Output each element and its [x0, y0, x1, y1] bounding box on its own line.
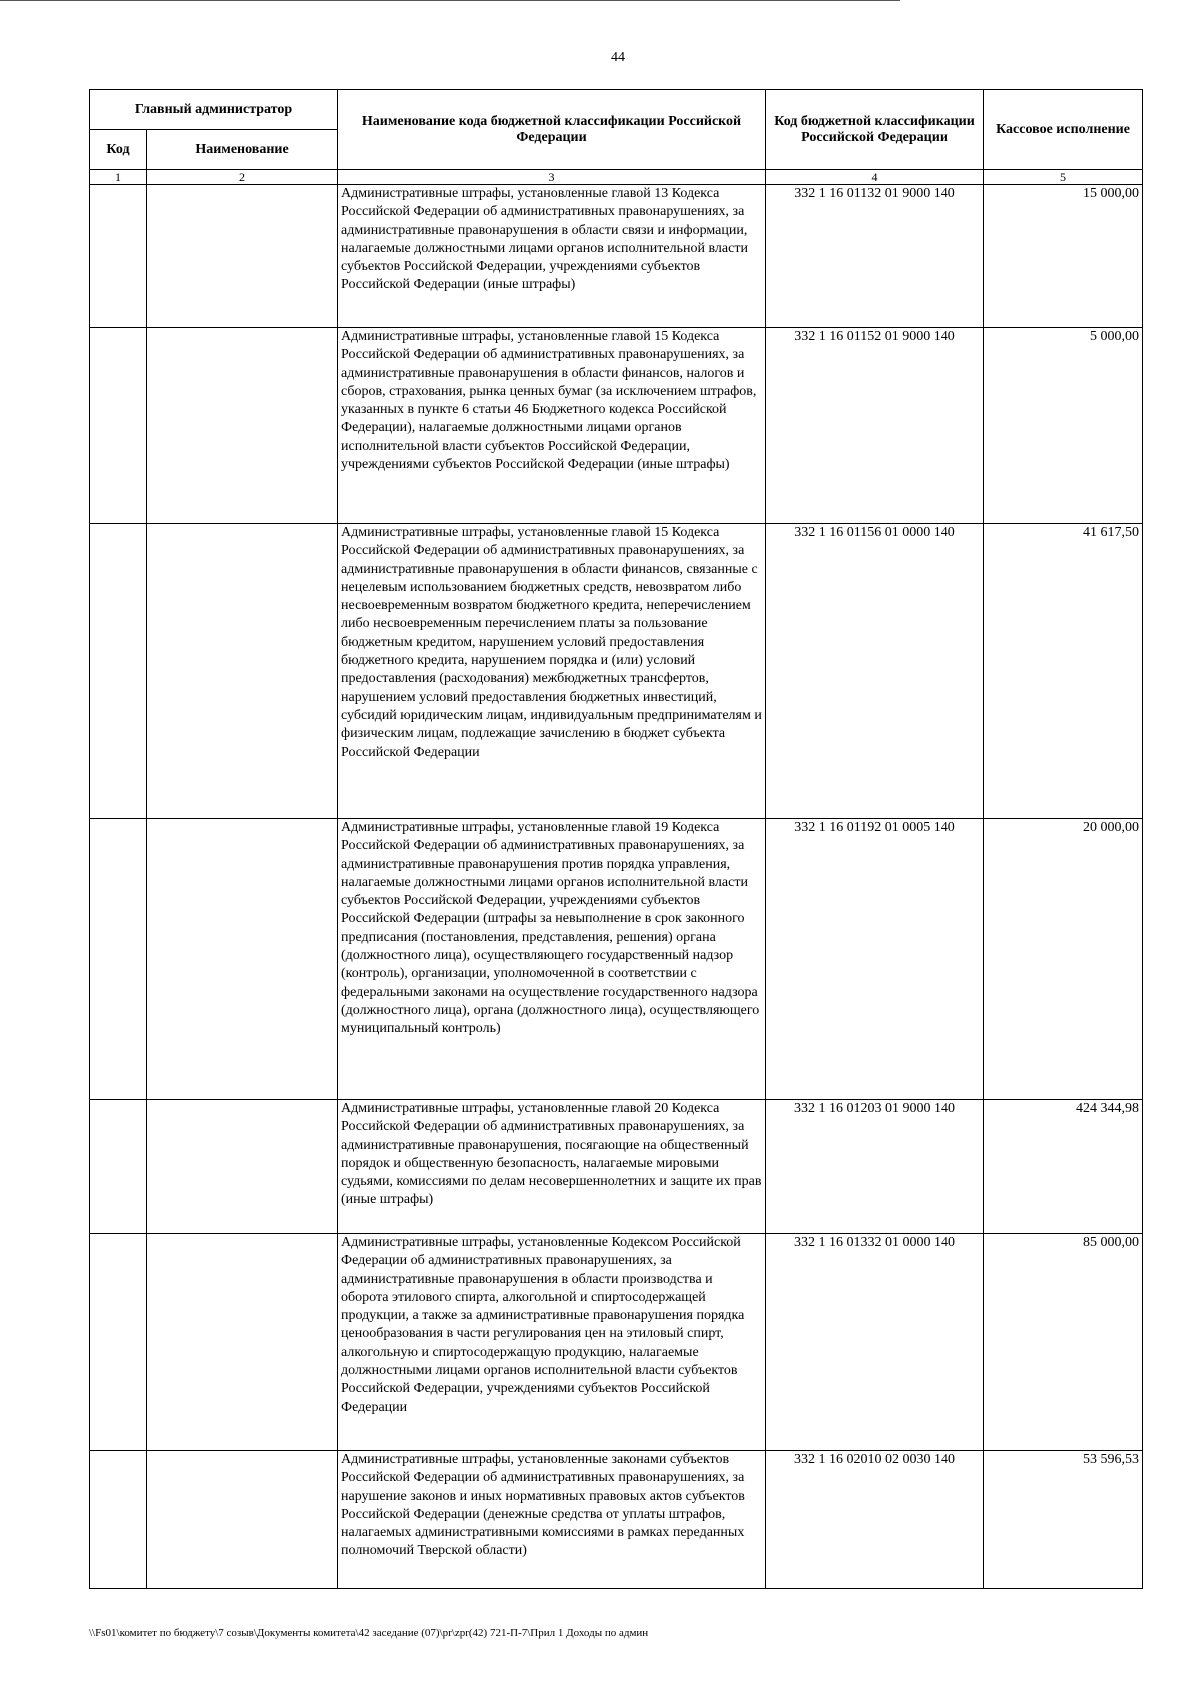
bk-name-header: Наименование кода бюджетной классификации Российской Федерации — [338, 90, 766, 170]
admin-name-header: Наименование — [147, 130, 338, 170]
column-number: 5 — [984, 170, 1143, 185]
amount-cell: 53 596,53 — [984, 1451, 1143, 1589]
column-number: 4 — [766, 170, 984, 185]
admin-name-cell — [147, 819, 338, 1100]
bk-code-header: Код бюджетной классификации Российской Федерации — [766, 90, 984, 170]
amount-cell: 424 344,98 — [984, 1100, 1143, 1234]
admin-name-cell — [147, 524, 338, 819]
column-number: 2 — [147, 170, 338, 185]
table-row — [90, 1100, 1143, 1234]
admin-code-header: Код — [90, 130, 147, 170]
admin-name-cell — [147, 328, 338, 524]
amount-cell: 20 000,00 — [984, 819, 1143, 1100]
admin-code-cell — [90, 1100, 147, 1234]
bk-code-cell: 332 1 16 02010 02 0030 140 — [766, 1451, 984, 1589]
table-row — [90, 819, 1143, 1100]
table-row — [90, 1451, 1143, 1589]
description-cell: Административные штрафы, установленные Кодексом Российской Федерации об административных правонарушениях, за административные правонарушения в области производства и оборота этилового спирта, алкогольной и спиртосодержащей продукции, а также за административные правонарушения порядка ценообразования в части регулирования цен на этиловый спирт, алкогольную и спиртосодержащую продукцию, налагаемые должностными лицами органов исполнительной власти субъектов Российской Федерации, учреждениями субъектов Российской Федерации — [338, 1234, 766, 1451]
revenue-table — [89, 89, 1143, 1589]
table-row — [90, 524, 1143, 819]
admin-code-cell — [90, 185, 147, 328]
amount-cell: 41 617,50 — [984, 524, 1143, 819]
bk-code-cell: 332 1 16 01132 01 9000 140 — [766, 185, 984, 328]
header-row — [90, 90, 1143, 130]
description-cell: Административные штрафы, установленные главой 19 Кодекса Российской Федерации об административных правонарушениях, за административные правонарушения против порядка управления, налагаемые должностными лицами органов исполнительной власти субъектов Российской Федерации, учреждениями субъектов Российской Федерации (штрафы за невыполнение в срок законного предписания (постановления, представления, решения) органа (должностного лица), осуществляющего государственный надзор (контроль), организации, уполномоченной в соответствии с федеральными законами на осуществление государственного надзора (должностного лица), органа (должностного лица), осуществляющего муниципальный контроль) — [338, 819, 766, 1100]
description-cell: Административные штрафы, установленные главой 15 Кодекса Российской Федерации об административных правонарушениях, за административные правонарушения в области финансов, налогов и сборов, страхования, рынка ценных бумаг (за исключением штрафов, указанных в пункте 6 статьи 46 Бюджетного кодекса Российской Федерации), налагаемые должностными лицами органов исполнительной власти субъектов Российской Федерации, учреждениями субъектов Российской Федерации (иные штрафы) — [338, 328, 766, 524]
admin-name-cell — [147, 1100, 338, 1234]
admin-code-cell — [90, 524, 147, 819]
column-number: 3 — [338, 170, 766, 185]
bk-code-cell: 332 1 16 01192 01 0005 140 — [766, 819, 984, 1100]
column-number: 1 — [90, 170, 147, 185]
bk-code-cell: 332 1 16 01156 01 0000 140 — [766, 524, 984, 819]
admin-name-cell — [147, 185, 338, 328]
admin-code-cell — [90, 328, 147, 524]
footer-file-path: \\Fs01\комитет по бюджету\7 созыв\Документы комитета\42 заседание (07)\pr\zpr(42) 721-П-7\Прил 1 Доходы по админ — [89, 1627, 649, 1639]
amount-cell: 15 000,00 — [984, 185, 1143, 328]
amount-cell: 5 000,00 — [984, 328, 1143, 524]
admin-group-header: Главный администратор — [90, 90, 338, 130]
table-row — [90, 185, 1143, 328]
description-cell: Административные штрафы, установленные законами субъектов Российской Федерации об административных правонарушениях, за нарушение законов и иных нормативных правовых актов субъектов Российской Федерации (денежные средства от уплаты штрафов, налагаемых административными комиссиями в рамках переданных полномочий Тверской области) — [338, 1451, 766, 1589]
scan-top-rule — [0, 0, 900, 1]
table-row — [90, 328, 1143, 524]
bk-code-cell: 332 1 16 01203 01 9000 140 — [766, 1100, 984, 1234]
admin-name-cell — [147, 1234, 338, 1451]
page-number: 44 — [611, 50, 625, 65]
admin-name-cell — [147, 1451, 338, 1589]
column-number-row — [90, 170, 1143, 185]
admin-code-cell — [90, 819, 147, 1100]
execution-header: Кассовое исполнение — [984, 90, 1143, 170]
description-cell: Административные штрафы, установленные главой 13 Кодекса Российской Федерации об административных правонарушениях, за административные правонарушения в области связи и информации, налагаемые должностными лицами органов исполнительной власти субъектов Российской Федерации, учреждениями субъектов Российской Федерации (иные штрафы) — [338, 185, 766, 328]
bk-code-cell: 332 1 16 01332 01 0000 140 — [766, 1234, 984, 1451]
amount-cell: 85 000,00 — [984, 1234, 1143, 1451]
table-row — [90, 1234, 1143, 1451]
admin-code-cell — [90, 1234, 147, 1451]
admin-code-cell — [90, 1451, 147, 1589]
bk-code-cell: 332 1 16 01152 01 9000 140 — [766, 328, 984, 524]
description-cell: Административные штрафы, установленные главой 20 Кодекса Российской Федерации об административных правонарушениях, за административные правонарушения, посягающие на общественный порядок и общественную безопасность, налагаемые мировыми судьями, комиссиями по делам несовершеннолетних и защите их прав (иные штрафы) — [338, 1100, 766, 1234]
description-cell: Административные штрафы, установленные главой 15 Кодекса Российской Федерации об административных правонарушениях, за административные правонарушения в области финансов, связанные с нецелевым использованием бюджетных средств, невозвратом либо несвоевременным возвратом бюджетного кредита, неперечислением либо несвоевременным перечислением платы за пользование бюджетным кредитом, нарушением условий предоставления бюджетного кредита, нарушением порядка и (или) условий предоставления (расходования) межбюджетных трансфертов, нарушением условий предоставления бюджетных инвестиций, субсидий юридическим лицам, индивидуальным предпринимателям и физическим лицам, подлежащие зачислению в бюджет субъекта Российской Федерации — [338, 524, 766, 819]
